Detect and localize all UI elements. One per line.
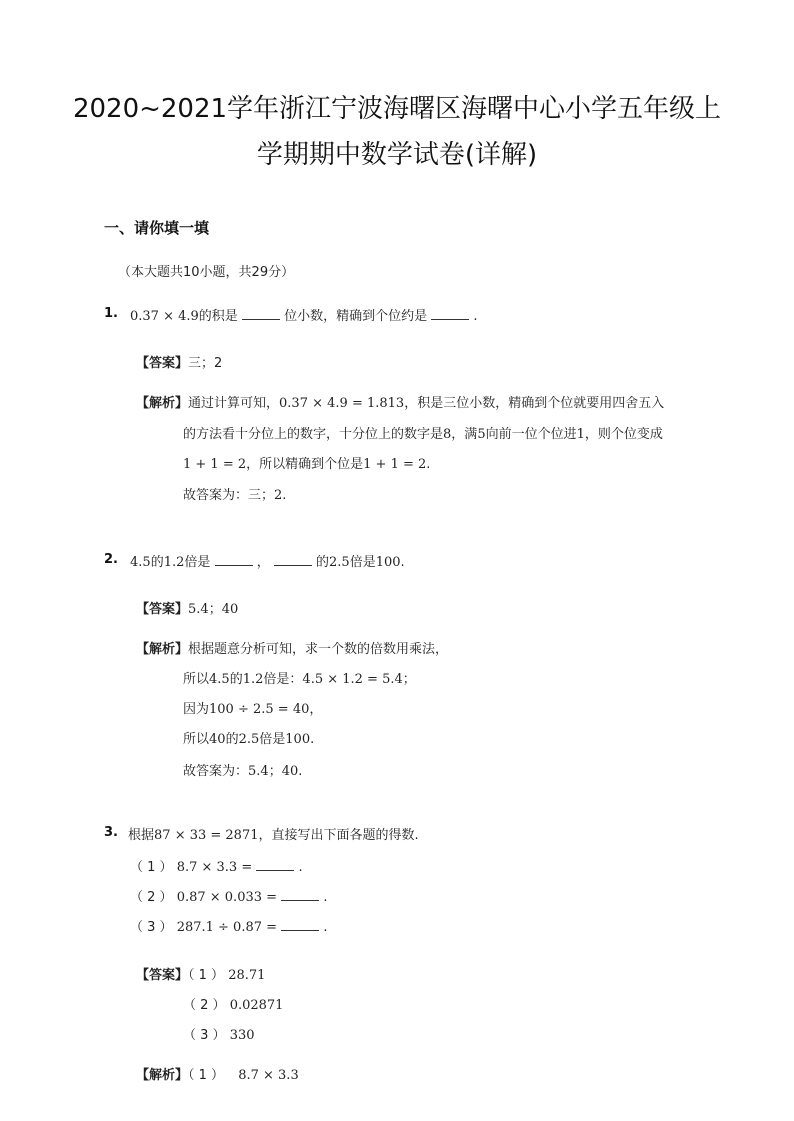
q2-blank-2 <box>274 565 312 566</box>
q2-analysis-line3 <box>183 698 322 717</box>
q2-analysis-math: 40 <box>281 764 299 779</box>
q2-math: 1.2 <box>163 555 185 570</box>
q3-sub-label: （ 2 ） <box>130 890 173 905</box>
q1-analysis-math: 2 <box>274 488 283 503</box>
q1-answer-value: 三；2 <box>188 356 223 371</box>
q2-blank-1 <box>215 565 253 566</box>
q2-analysis-text: 因为 <box>183 702 210 717</box>
q2-analysis-math: 1.2 <box>242 672 264 687</box>
q2-analysis-math: 100 <box>285 732 311 747</box>
q1-analysis-text: ，则个位变成 <box>584 427 663 442</box>
q2-analysis-text: ； <box>402 672 416 687</box>
q2-analysis-text: ， <box>309 702 323 717</box>
q3-number: 3. <box>104 825 118 840</box>
q2-text: 的 <box>150 555 164 570</box>
q1-text-b: 位小数，精确到个位约是 <box>284 309 428 324</box>
q3-sub3-blank <box>281 930 319 931</box>
document-title-line2: 学期期中数学试卷(详解) <box>256 140 538 170</box>
q3-text: 根据 <box>128 828 155 843</box>
q2-analysis-text: 根据题意分析可知，求一个数的倍数用乘法， <box>188 642 449 657</box>
q1-analysis-line3 <box>183 453 430 472</box>
q1-analysis-text: 通过计算可知， <box>188 396 280 411</box>
section-note: （本大题共10小题，共29分） <box>118 265 295 280</box>
q1-analysis-label: 【解析】 <box>136 396 189 411</box>
q3-analysis-line1 <box>136 1064 299 1083</box>
q1-text-a: 的积是 <box>198 309 238 324</box>
q1-analysis-text: ，满 <box>451 427 478 442</box>
q2-analysis-line5 <box>183 760 302 779</box>
q1-analysis-text: 故答案为：三； <box>183 488 275 503</box>
q1-analysis-math: 8 <box>443 427 452 442</box>
q1-answer-label: 【答案】 <box>136 356 189 371</box>
q2-analysis-line2 <box>183 668 416 687</box>
q1-analysis-text: . <box>426 457 431 472</box>
q2-analysis-text: . <box>310 732 315 747</box>
q3-answer-line1 <box>136 964 265 983</box>
q3-answer-value: 28.71 <box>228 968 266 983</box>
q2-question <box>130 551 405 570</box>
q3-sub-math: 287.1 ÷ 0.87 = <box>176 920 278 935</box>
q3-question <box>128 824 419 843</box>
q1-analysis-text: ，所以精确到个位是 <box>246 457 364 472</box>
q1-analysis-text: . <box>282 488 287 503</box>
q3-sub2-blank <box>281 900 319 901</box>
q2-math: 100 <box>375 555 401 570</box>
q1-answer <box>136 352 222 371</box>
q3-answer-sub-label: （ 2 ） <box>183 998 226 1013</box>
q3-sub1-blank <box>256 870 294 871</box>
q2-analysis-math: 2.5 <box>238 732 260 747</box>
q3-tail: . <box>323 920 328 935</box>
q1-analysis-text: 的方法看十分位上的数字，十分位上的数字是 <box>183 427 444 442</box>
q3-analysis-math: 8.7 × 3.3 <box>238 1068 299 1083</box>
q3-answer-sub-label: （ 3 ） <box>183 1028 226 1043</box>
q1-analysis-text: ，积是三位小数，精确到个位就要用四舍五入 <box>404 396 665 411</box>
q1-blank-2 <box>431 319 469 320</box>
q1-analysis-math: 1 + 1 = 2 <box>363 457 427 472</box>
q3-answer-value: 0.02871 <box>229 998 284 1013</box>
q3-analysis-label: 【解析】 <box>136 1068 189 1083</box>
q2-text: 的 <box>315 555 329 570</box>
q2-analysis-math: 4.5 <box>209 672 230 687</box>
q3-tail: . <box>298 860 303 875</box>
q3-math: 87 × 33 = 2871 <box>154 828 259 843</box>
q2-analysis-math: 5.4 <box>248 764 269 779</box>
q3-answer-value: 330 <box>229 1028 255 1043</box>
q3-sub-math: 8.7 × 3.3 = <box>176 860 253 875</box>
q3-sub-label: （ 3 ） <box>130 920 173 935</box>
q2-analysis-math: 4.5 × 1.2 = 5.4 <box>302 672 403 687</box>
q2-analysis-text: 倍是 <box>259 732 286 747</box>
q3-sub-math: 0.87 × 0.033 = <box>176 890 278 905</box>
q2-analysis-text: 故答案为： <box>183 764 249 779</box>
q2-text: ， <box>256 555 270 570</box>
q2-number: 2. <box>104 552 118 567</box>
q3-answer-label: 【答案】 <box>136 968 189 983</box>
q3-sub-label: （ 1 ） <box>130 860 173 875</box>
q2-text: . <box>400 555 405 570</box>
q1-analysis-math: 5 <box>477 427 486 442</box>
q2-text: 倍是 <box>349 555 376 570</box>
q3-sub1 <box>130 856 303 875</box>
q1-analysis-line4 <box>183 484 286 503</box>
q1-analysis-math: 0.37 × 4.9 = 1.813 <box>279 396 405 411</box>
q2-analysis-text: ； <box>268 764 282 779</box>
q1-number: 1. <box>104 306 118 321</box>
q1-expr: 0.37 × 4.9 <box>130 309 199 324</box>
q3-answer-line2 <box>183 994 283 1013</box>
q2-text: 倍是 <box>184 555 211 570</box>
q1-question <box>130 305 478 324</box>
q2-analysis-text: 所以 <box>183 732 210 747</box>
q3-answer-line3 <box>183 1024 255 1043</box>
q2-math: 4.5 <box>130 555 151 570</box>
q2-analysis-math: 100 ÷ 2.5 = 40 <box>209 702 310 717</box>
q2-analysis-text: . <box>298 764 303 779</box>
q3-sub2 <box>130 886 327 905</box>
q2-analysis-text: 倍是： <box>263 672 303 687</box>
q2-analysis-math: 40 <box>209 732 226 747</box>
q1-analysis-line1 <box>136 392 664 411</box>
q2-math: 2.5 <box>329 555 350 570</box>
q2-answer <box>136 598 238 617</box>
q3-sub3 <box>130 916 327 935</box>
q2-analysis-text: 的 <box>229 672 243 687</box>
q1-analysis-math: 1 + 1 = 2 <box>183 457 247 472</box>
q3-answer-sub-label: （ 1 ） <box>188 968 225 983</box>
q1-tail: . <box>473 309 478 324</box>
q2-analysis-text: 的 <box>225 732 239 747</box>
q2-analysis-text: 所以 <box>183 672 210 687</box>
document-title-line1: 2020~2021学年浙江宁波海曙区海曙中心小学五年级上 <box>72 94 722 124</box>
q3-text: ，直接写出下面各题的得数. <box>258 828 419 843</box>
q1-blank-1 <box>242 319 280 320</box>
section-heading: 一、请你填一填 <box>104 219 210 237</box>
q1-analysis-line2 <box>183 423 663 442</box>
q2-analysis-line1 <box>136 638 448 657</box>
q1-analysis-text: 向前一位个位进 <box>485 427 577 442</box>
q3-analysis-sub-label: （ 1 ） <box>188 1068 225 1083</box>
q2-answer-label: 【答案】 <box>136 602 189 617</box>
q3-tail: . <box>323 890 328 905</box>
q2-analysis-label: 【解析】 <box>136 642 189 657</box>
q1-analysis-math: 1 <box>576 427 585 442</box>
q2-answer-value: 5.4；40 <box>188 602 239 617</box>
q2-analysis-line4 <box>183 728 314 747</box>
